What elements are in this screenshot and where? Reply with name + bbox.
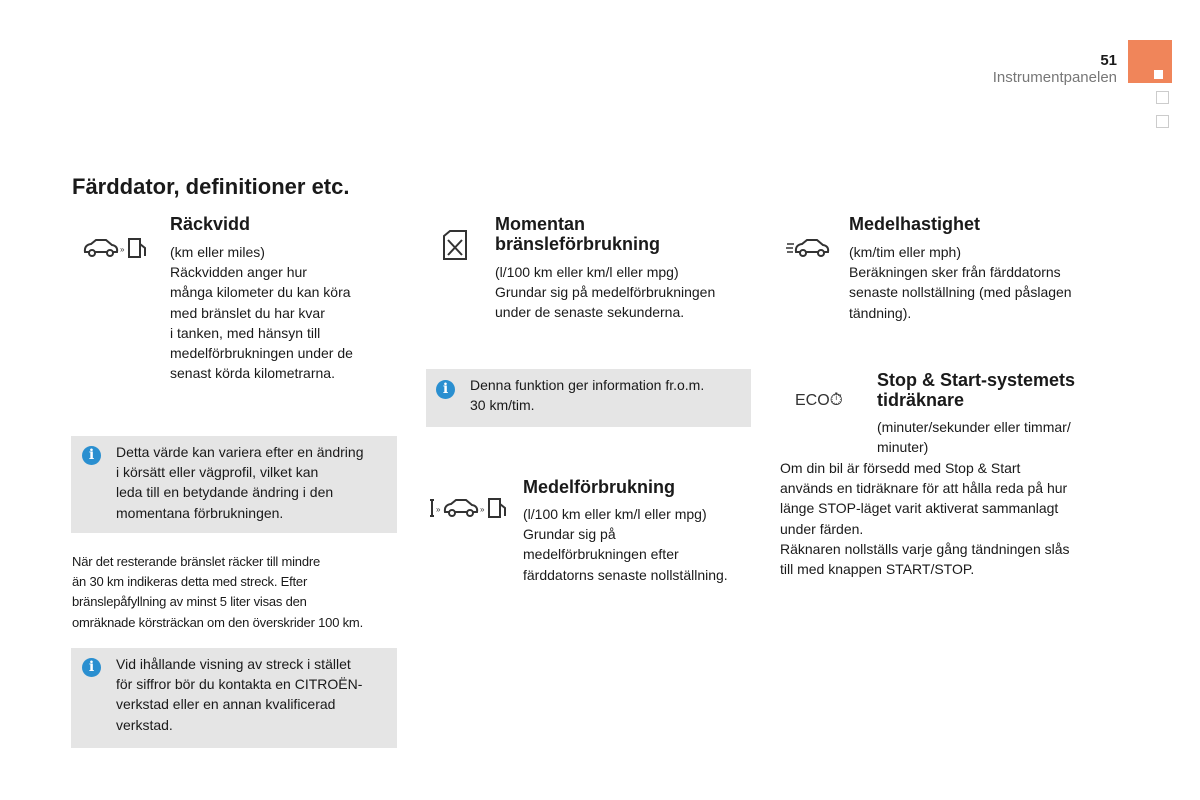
info-box: i Detta värde kan variera efter en ändring i körsätt eller vägprofil, vilket kan leda till en betydande ändring i den momentana förbrukningen. [71,436,397,533]
stopstart-heading: Stop & Start-systemets tidräknare [877,370,1076,410]
info-icon: i [82,658,101,677]
info-box: i Denna funktion ger information fr.o.m. 30 km/tim. [426,369,751,427]
rackvidd-text: (km eller miles) Räckvidden anger hur många kilometer du kan köra med bränslet du har kvar i tanken, med hänsyn till medelförbrukningen under de senast körda kilometrarna. [170,244,353,382]
momentan-text: (l/100 km eller km/l eller mpg) Grundar sig på medelförbrukningen under de senaste sekunderna. [495,264,716,321]
info-box: i Vid ihållande visning av streck i stället för siffror bör du kontakta en CITROËN- verkstad eller en annan kvalificerad verkstad. [71,648,397,748]
average-speed-icon [786,236,832,260]
average-consumption-icon [428,496,514,520]
range-car-fuel-icon [82,236,154,260]
stopstart-units: (minuter/sekunder eller timmar/ minuter) [877,419,1071,456]
medelhastighet-text: (km/tim eller mph) Beräkningen sker från färddatorns senaste nollställning (med påslagen tändning). [849,244,1072,321]
medelhastighet-heading: Medelhastighet [849,214,981,234]
svg-text:»: » [436,505,441,514]
medelforbrukning-text: (l/100 km eller km/l eller mpg) Grundar sig på medelförbrukningen efter färddatorns senaste nollställning. [523,506,728,583]
section-title: Instrumentpanelen [992,69,1117,86]
range-note: När det resterande bränslet räcker till mindre än 30 km indikeras detta med streck. Efter bränslepåfyllning av minst 5 liter visas den omräknade körsträckan om den överskrider 100 km. [72,554,363,630]
medelforbrukning-heading: Medelförbrukning [523,477,675,497]
section-marker [1156,91,1169,104]
section-marker [1156,115,1169,128]
info-icon: i [82,446,101,465]
momentan-heading: Momentan bränsleförbrukning [495,214,661,254]
rackvidd-heading: Räckvidd [170,214,251,234]
section-tab [1128,40,1172,83]
stopstart-text: Om din bil är försedd med Stop & Start används en tidräknare för att hålla reda på hur länge STOP-läget varit aktiverat sammanlagt under färden. Räknaren nollställs varje gång tändningen slås till med knappen START/STOP. [780,460,1070,578]
page-title: Färddator, definitioner etc. [72,174,350,199]
eco-timer-icon: ECO⏱ [795,390,843,409]
info-icon: i [436,380,455,399]
svg-text:»: » [120,245,125,254]
page-number: 51 [1100,52,1117,69]
svg-text:»: » [480,505,485,514]
fuel-can-icon [440,228,470,262]
